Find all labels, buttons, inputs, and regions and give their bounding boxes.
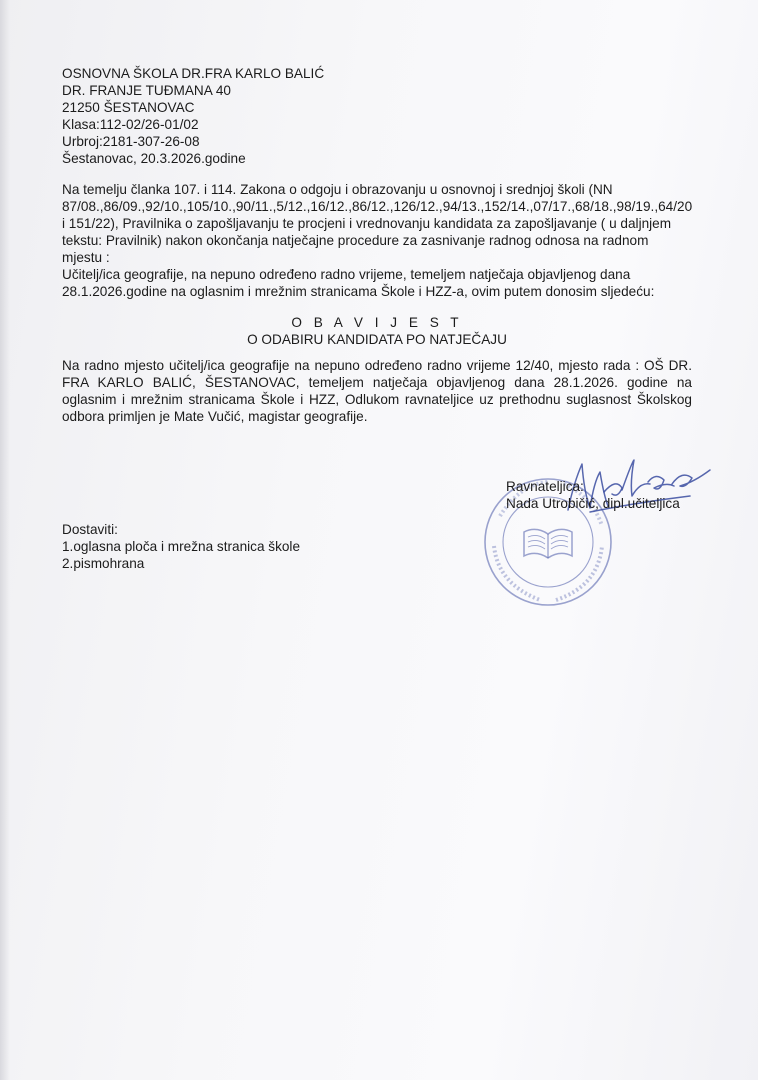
intro-section [62, 181, 692, 300]
intro-paragraph: Na temelju članka 107. i 114. Zakona o odgoju i obrazovanju u osnovnoj i srednjoj školi (NN 87/08.,86/09.,92/10.,105/10.,90/11.,5/12.,16/12.,86/12.,126/12.,94/13.,152/14.,07/17.,68/18.,98/19.,64/20 i 151/22), Pravilnika o zapošljavanju te procjeni i vrednovanju kandidata za zapošljavanje ( u daljnjem tekstu: Pravilnik) nakon okončanja natječajne procedure za zasnivanje radnog odnosa na radnom mjestu : [62, 182, 693, 265]
school-city: 21250 ŠESTANOVAC [62, 100, 195, 115]
klasa-number: Klasa:112-02/26-01/02 [62, 117, 199, 132]
school-street: DR. FRANJE TUĐMANA 40 [62, 83, 231, 98]
distribution-list [62, 521, 462, 572]
notice-subtitle: O ODABIRU KANDIDATA PO NATJEČAJU [247, 332, 507, 347]
notice-title: O B A V I J E S T [291, 315, 463, 330]
signature-block [506, 478, 706, 512]
notice-body-paragraph: Na radno mjesto učitelj/ica geografije na nepuno određeno radno vrijeme 12/40, mjesto rada : OŠ DR. FRA KARLO BALIĆ, ŠESTANOVAC, temeljem natječaja objavljenog dana 28.1.2026. godine na oglasnim i mrežnim stranicama Škole i HZZ, Odlukom ravnateljice uz prethodnu suglasnost Školskog odbora primljen je Mate Vučić, magistar geografije. [62, 358, 692, 424]
document-date: Šestanovac, 20.3.2026.godine [62, 151, 246, 166]
school-name: OSNOVNA ŠKOLA DR.FRA KARLO BALIĆ [62, 66, 325, 81]
distribution-item: 1.oglasna ploča i mrežna stranica škole [62, 539, 301, 554]
notice-title-block [62, 314, 692, 348]
letter-header [62, 65, 682, 167]
signature-name: Nada Utrobičić, dipl.učiteljica [506, 496, 680, 511]
intro-position-line: Učitelj/ica geografije, na nepuno određeno radno vrijeme, temeljem natječaja objavljenog dana 28.1.2026.godine na oglasnim i mrežnim stranicama Škole i HZZ-a, ovim putem donosim sljedeću: [62, 267, 655, 299]
distribution-label: Dostaviti: [62, 522, 118, 537]
notice-body [62, 357, 692, 425]
signature-role: Ravnateljica: [506, 479, 584, 494]
urbroj-number: Urbroj:2181-307-26-08 [62, 134, 200, 149]
distribution-item: 2.pismohrana [62, 556, 145, 571]
